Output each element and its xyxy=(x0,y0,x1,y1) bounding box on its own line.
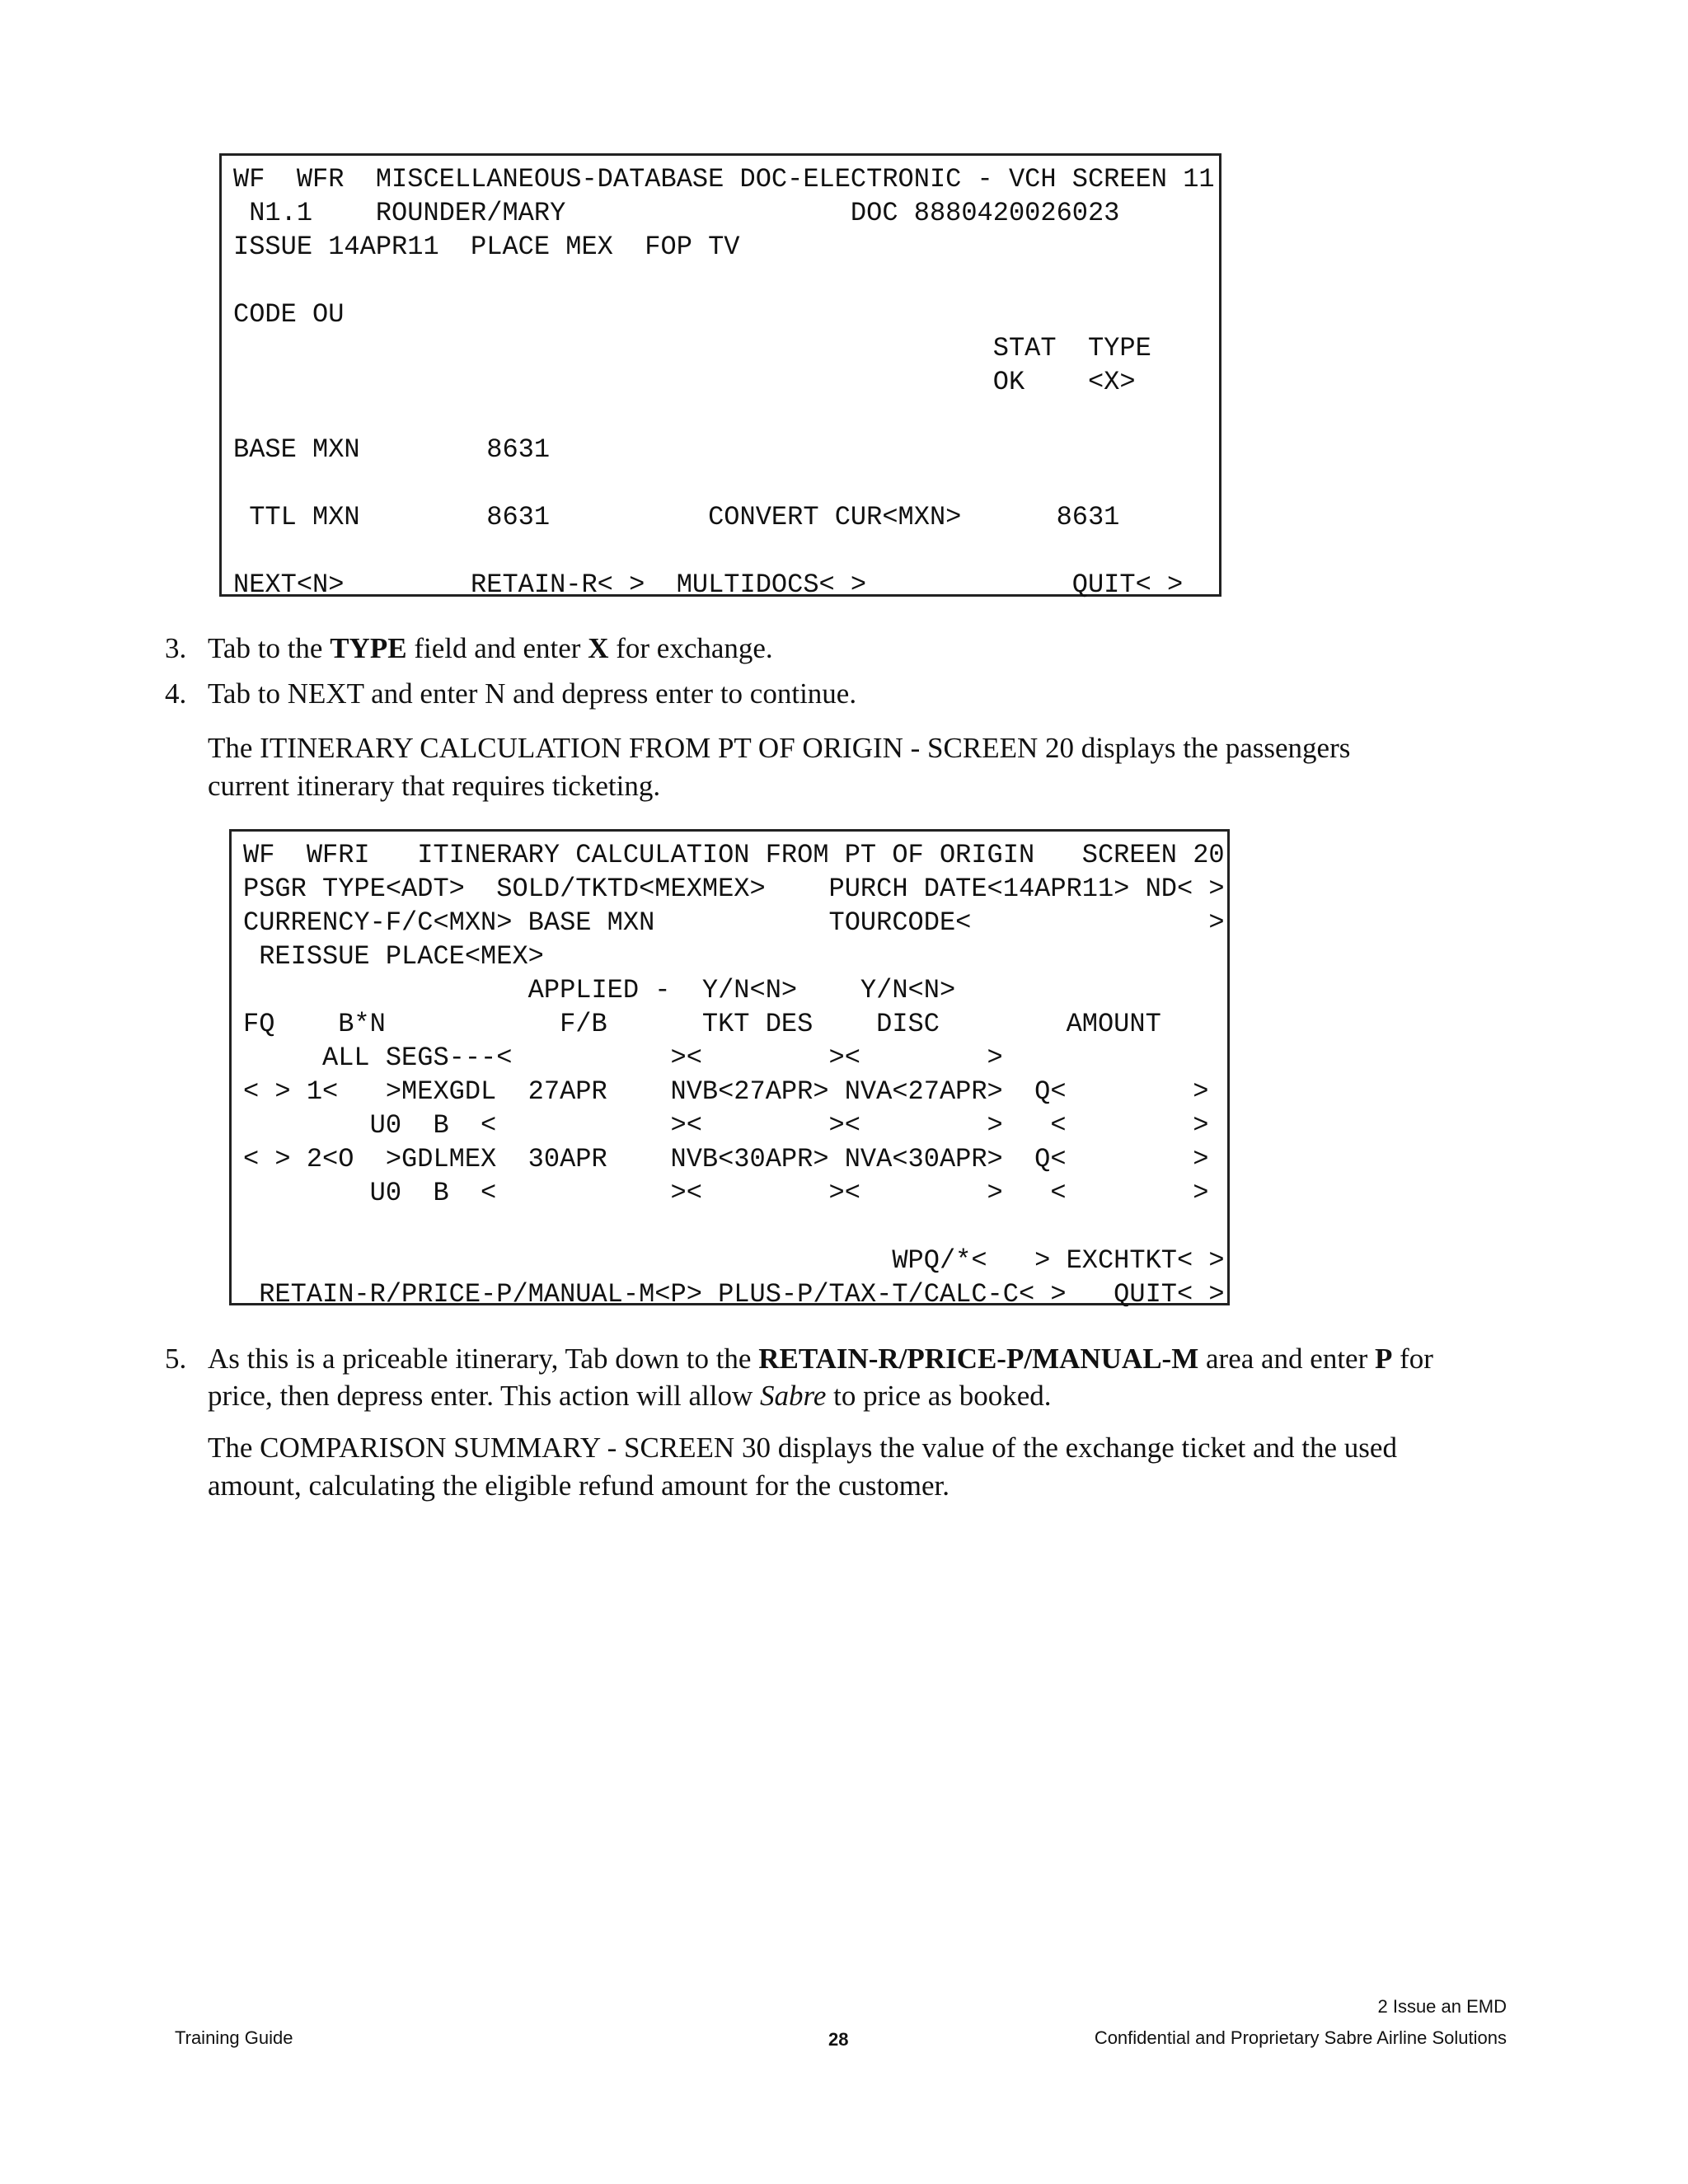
terminal-line: ALL SEGS---< >< >< > xyxy=(243,1043,1003,1073)
terminal-line: APPLIED - Y/N<N> Y/N<N> xyxy=(243,975,956,1005)
terminal-line: PSGR TYPE<ADT> SOLD/TKTD<MEXMEX> PURCH DATE<14APR11> ND< > xyxy=(243,874,1225,904)
paragraph-screen-20-intro: The ITINERARY CALCULATION FROM PT OF ORIGIN - SCREEN 20 displays the passengers current itinerary that requires ticketing. xyxy=(208,732,1351,802)
terminal-line: OK <X> xyxy=(233,367,1136,397)
step-number: 4. xyxy=(165,677,187,710)
terminal-line: WPQ/*< > EXCHTKT< > xyxy=(243,1245,1225,1276)
footer-left: Training Guide xyxy=(175,2027,293,2048)
terminal-line xyxy=(233,534,1219,568)
terminal-line xyxy=(233,466,1219,500)
paragraph-screen-30-intro: The COMPARISON SUMMARY - SCREEN 30 displays the value of the exchange ticket and the used amount, calculating the eligible refund amount for the customer. xyxy=(208,1432,1397,1502)
page-number: 28 xyxy=(828,2029,849,2050)
terminal-line: U0 B < >< >< > < > xyxy=(243,1110,1209,1141)
terminal-line: RETAIN-R/PRICE-P/MANUAL-M<P> PLUS-P/TAX-T/CALC-C< > QUIT< > xyxy=(243,1279,1225,1310)
step-number: 5. xyxy=(165,1343,187,1375)
itinerary-screen-20 xyxy=(229,829,1230,1310)
terminal-line: CURRENCY-F/C<MXN> BASE MXN TOURCODE< > xyxy=(243,907,1225,938)
terminal-line: STAT TYPE xyxy=(233,333,1151,363)
terminal-line: ISSUE 14APR11 PLACE MEX FOP TV xyxy=(233,232,740,262)
terminal-line: FQ B*N F/B TKT DES DISC AMOUNT xyxy=(243,1009,1161,1039)
step-number: 3. xyxy=(165,632,187,664)
terminal-line: WF WFR MISCELLANEOUS-DATABASE DOC-ELECTRONIC - VCH SCREEN 11 xyxy=(233,164,1215,194)
terminal-line: TTL MXN 8631 CONVERT CUR<MXN> 8631 xyxy=(233,502,1120,532)
terminal-line: U0 B < >< >< > < > xyxy=(243,1178,1209,1208)
terminal-line: NEXT<N> RETAIN-R< > MULTIDOCS< > QUIT< > xyxy=(233,569,1184,600)
footer-right: Confidential and Proprietary Sabre Airline Solutions xyxy=(1094,2027,1507,2048)
terminal-line xyxy=(233,399,1219,433)
terminal-line: < > 1< >MEXGDL 27APR NVB<27APR> NVA<27APR> Q< > xyxy=(243,1076,1209,1107)
terminal-line: BASE MXN 8631 xyxy=(233,434,551,465)
terminal-line xyxy=(243,1210,1227,1244)
step-text: Tab to NEXT and enter N and depress enter to continue. xyxy=(208,677,857,710)
footer-section: 2 Issue an EMD xyxy=(1377,1996,1507,2017)
terminal-line: REISSUE PLACE<MEX> xyxy=(243,941,544,972)
terminal-line xyxy=(233,264,1219,298)
terminal-line: < > 2<O >GDLMEX 30APR NVB<30APR> NVA<30APR> Q< > xyxy=(243,1144,1209,1174)
vch-screen-11 xyxy=(219,153,1221,600)
terminal-line: N1.1 ROUNDER/MARY DOC 8880420026023 xyxy=(233,198,1120,228)
terminal-line: WF WFRI ITINERARY CALCULATION FROM PT OF ORIGIN SCREEN 20 xyxy=(243,840,1225,870)
terminal-line: CODE OU xyxy=(233,299,345,330)
